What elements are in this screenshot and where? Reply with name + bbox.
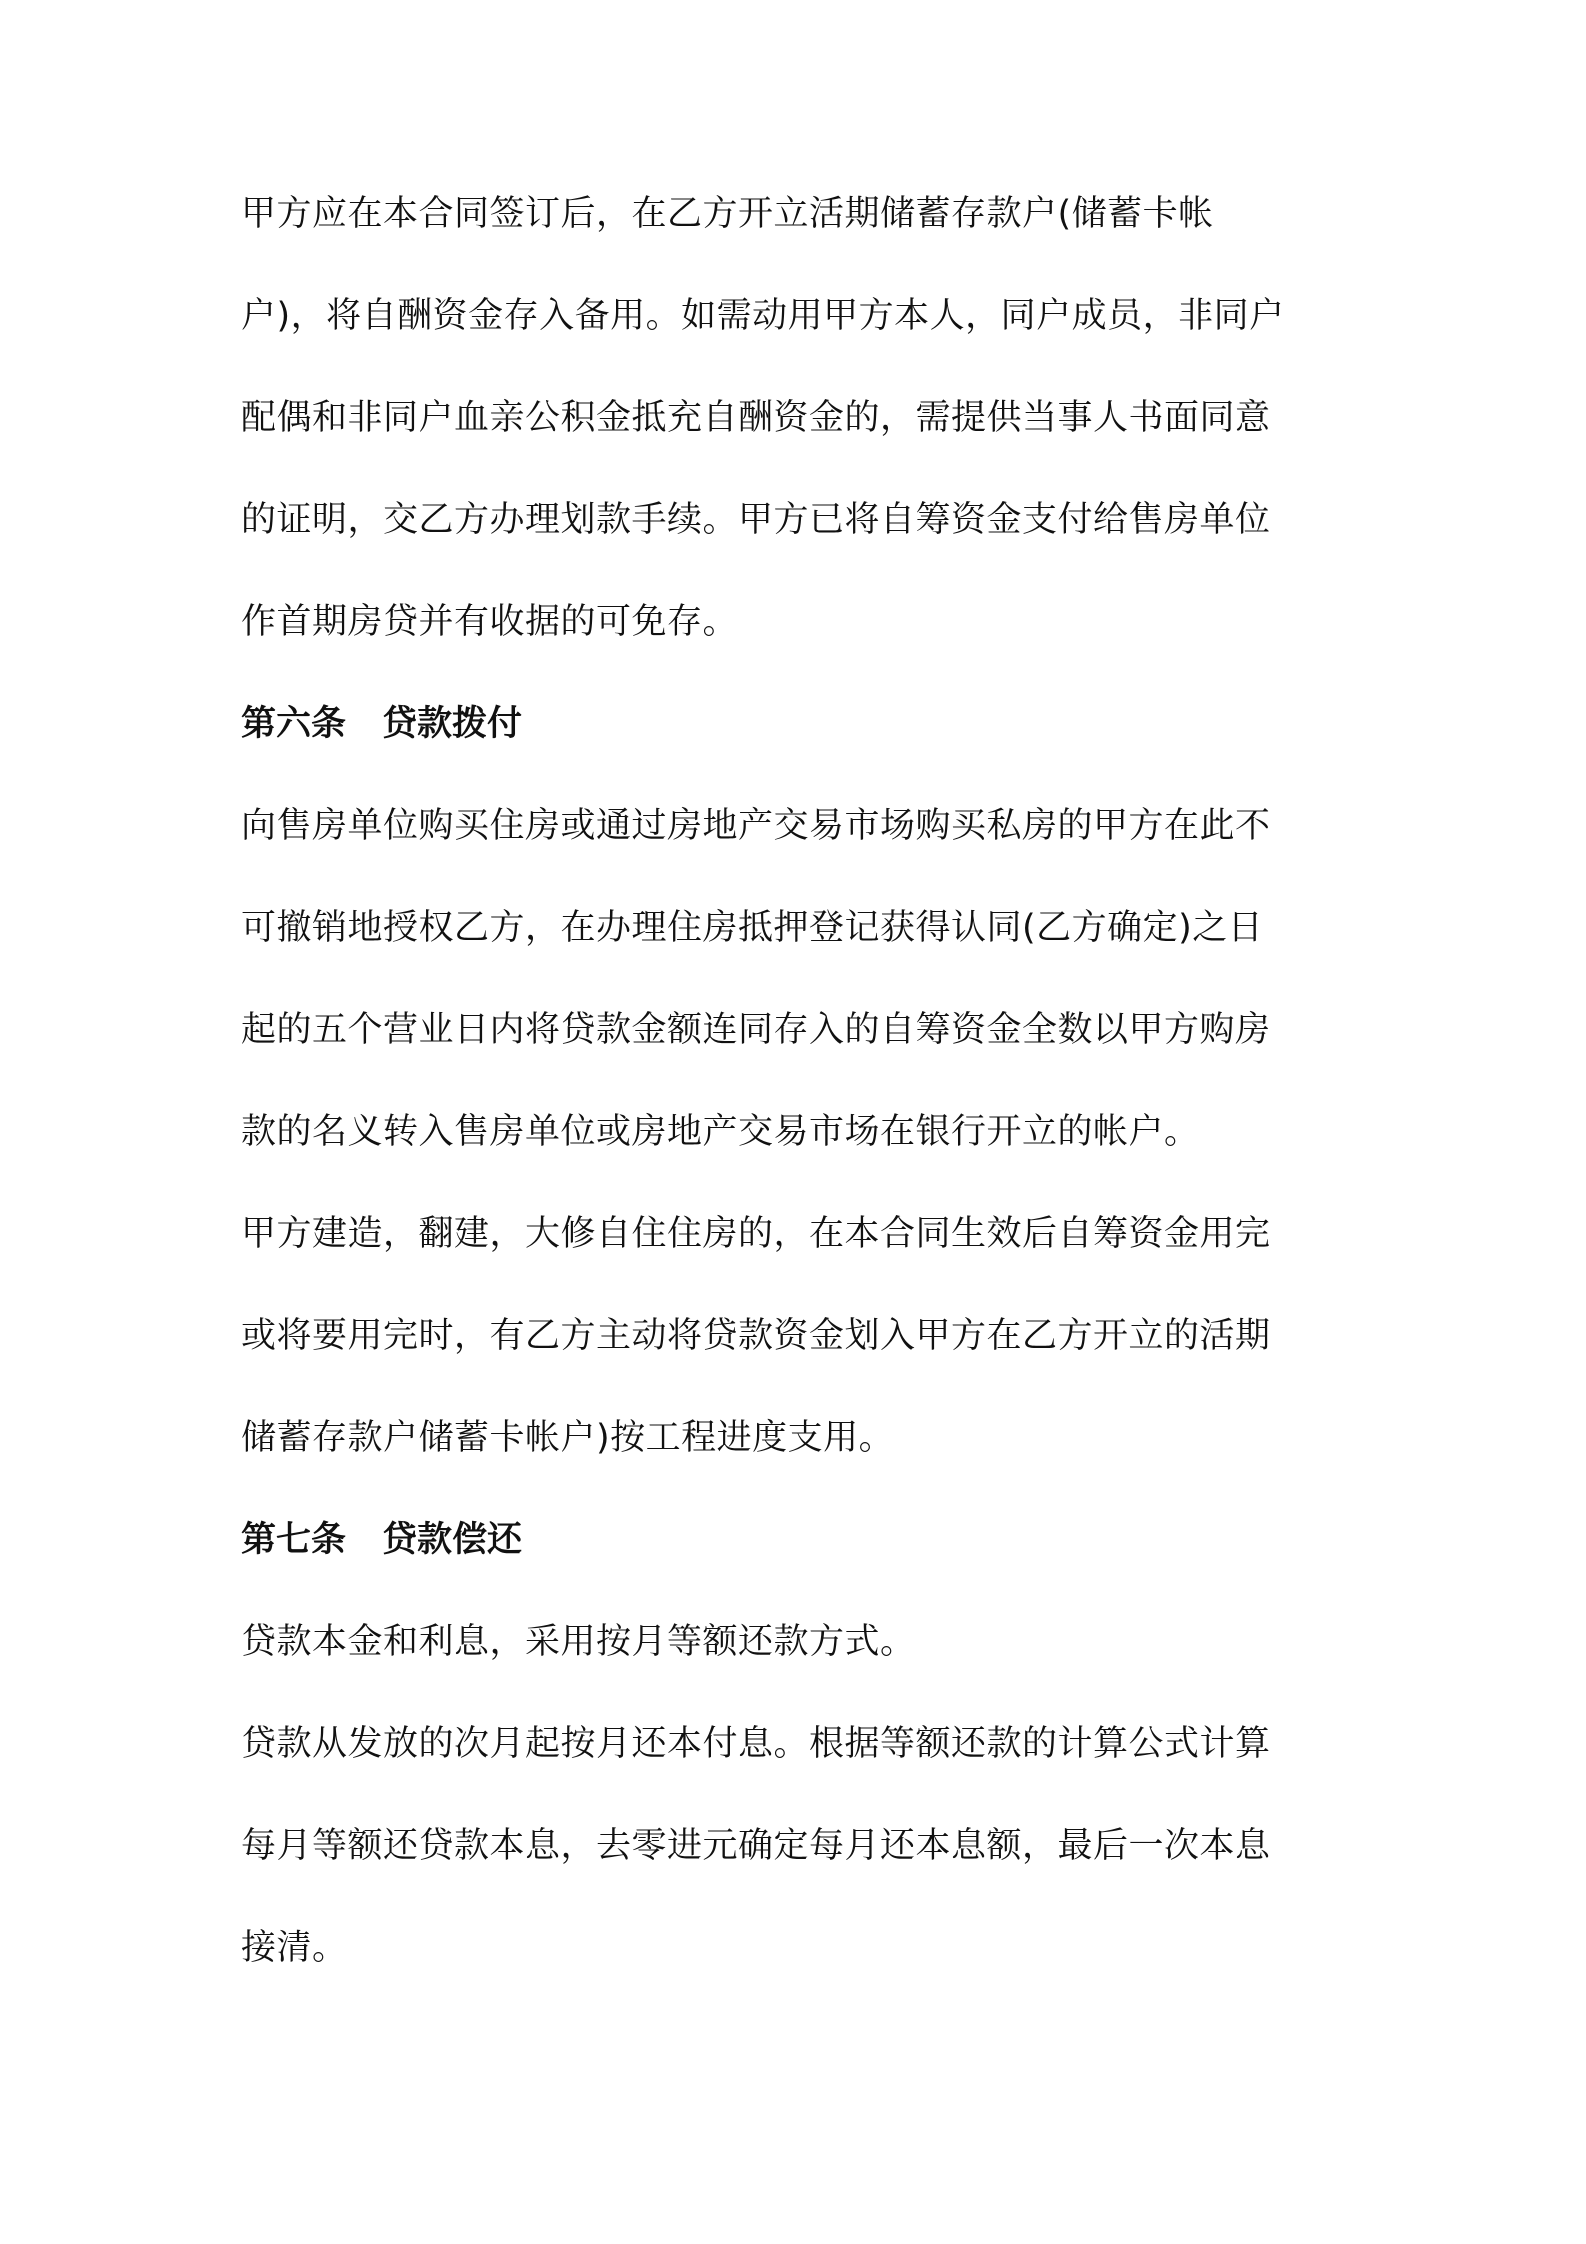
article-7-title: 贷款偿还 bbox=[382, 1520, 523, 1560]
paragraph-line: 配偶和非同户血亲公积金抵充自酬资金的，需提供当事人书面同意 bbox=[241, 398, 1271, 438]
paragraph-line: 贷款本金和利息，采用按月等额还款方式。 bbox=[241, 1622, 916, 1662]
paragraph-line: 每月等额还贷款本息，去零进元确定每月还本息额，最后一次本息 bbox=[241, 1826, 1271, 1866]
paragraph-line: 贷款从发放的次月起按月还本付息。根据等额还款的计算公式计算 bbox=[241, 1724, 1271, 1764]
article-6-heading bbox=[241, 698, 522, 750]
paragraph-line: 作首期房贷并有收据的可免存。 bbox=[241, 602, 739, 642]
paragraph-line: 或将要用完时，有乙方主动将贷款资金划入甲方在乙方开立的活期 bbox=[241, 1316, 1271, 1356]
article-7-number: 第七条 bbox=[241, 1520, 347, 1560]
paragraph-line: 起的五个营业日内将贷款金额连同存入的自筹资金全数以甲方购房 bbox=[241, 1010, 1271, 1050]
paragraph-line: 甲方应在本合同签订后，在乙方开立活期储蓄存款户(储蓄卡帐 bbox=[241, 194, 1214, 234]
paragraph-line: 户)，将自酬资金存入备用。如需动用甲方本人，同户成员，非同户 bbox=[241, 296, 1285, 336]
document-body bbox=[241, 0, 1361, 2244]
paragraph-line: 接清。 bbox=[241, 1928, 348, 1968]
paragraph-line: 的证明，交乙方办理划款手续。甲方已将自筹资金支付给售房单位 bbox=[241, 500, 1271, 540]
article-7-heading bbox=[241, 1514, 522, 1566]
paragraph-line: 储蓄存款户储蓄卡帐户)按工程进度支用。 bbox=[241, 1418, 895, 1458]
paragraph-line: 可撤销地授权乙方，在办理住房抵押登记获得认同(乙方确定)之日 bbox=[241, 908, 1264, 948]
paragraph-line: 款的名义转入售房单位或房地产交易市场在银行开立的帐户。 bbox=[241, 1112, 1200, 1152]
paragraph-line: 甲方建造，翻建，大修自住住房的，在本合同生效后自筹资金用完 bbox=[241, 1214, 1271, 1254]
article-6-title: 贷款拨付 bbox=[382, 704, 523, 744]
article-6-number: 第六条 bbox=[241, 704, 347, 744]
paragraph-line: 向售房单位购买住房或通过房地产交易市场购买私房的甲方在此不 bbox=[241, 806, 1271, 846]
